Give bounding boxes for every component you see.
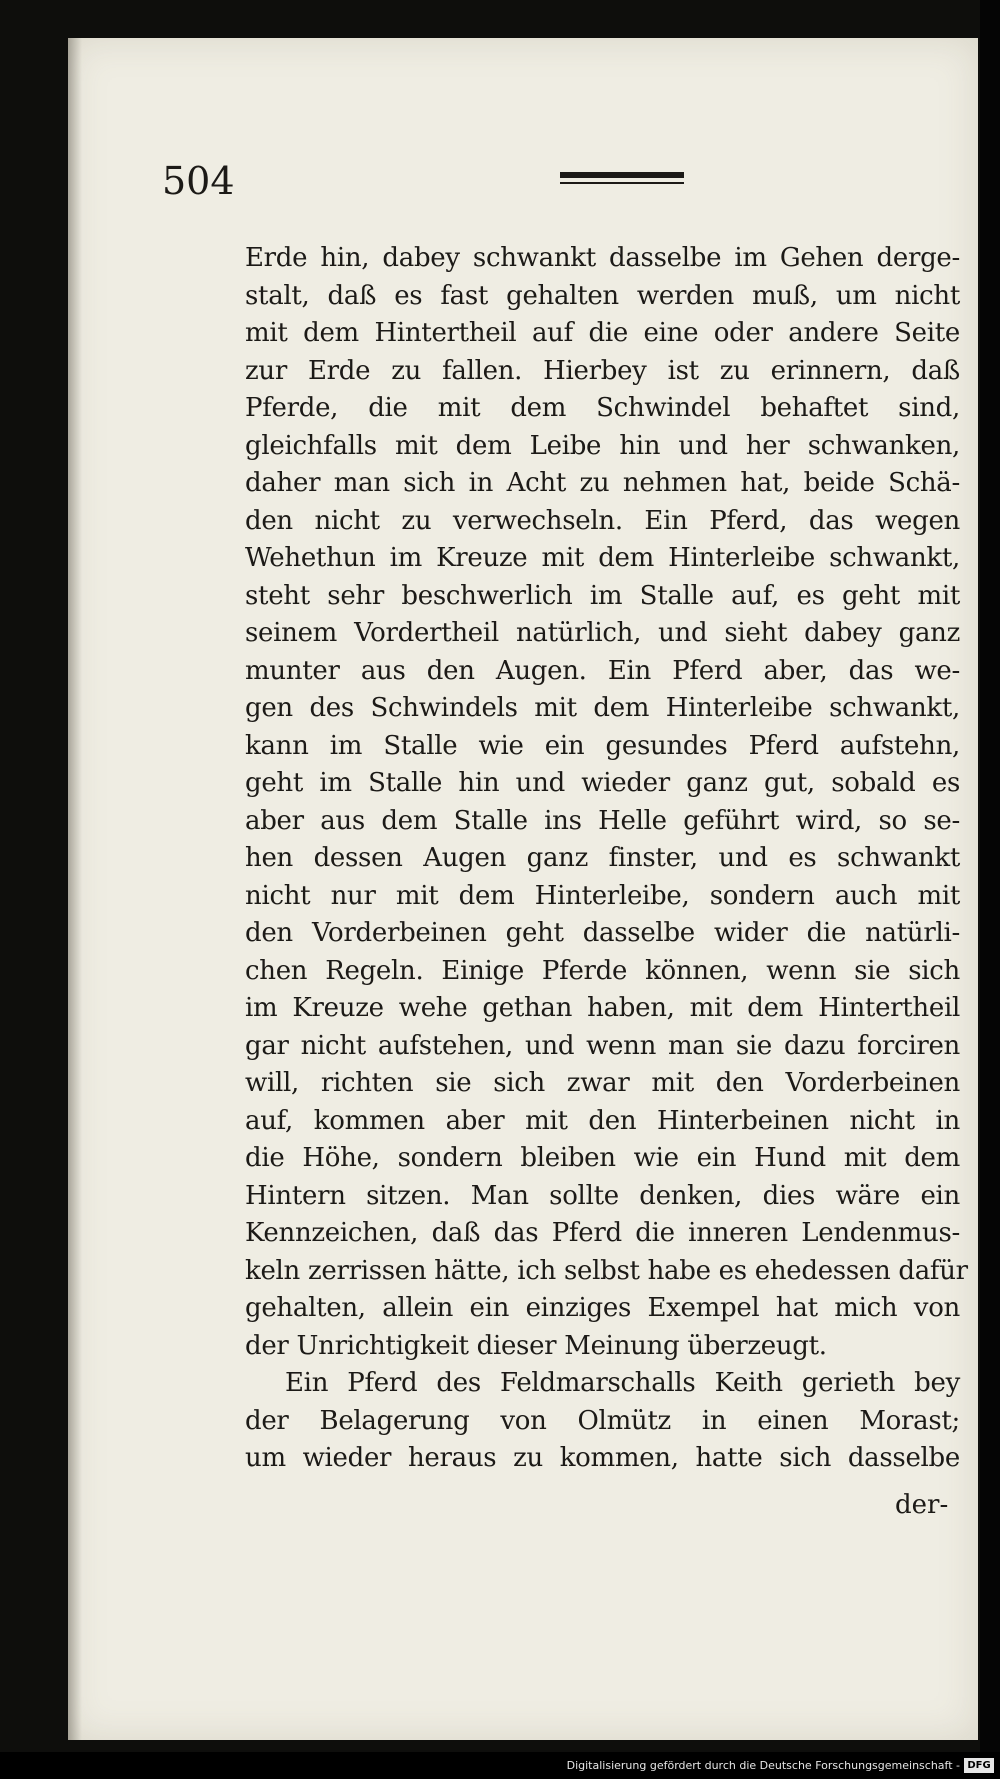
digitization-footer [0,1752,1000,1779]
text-line: geht im Stalle hin und wieder ganz gut, sobald es [245,768,960,798]
text-line: chen Regeln. Einige Pferde können, wenn sie sich [245,955,960,986]
text-line: steht sehr beschwerlich im Stalle auf, es geht mit [245,580,960,611]
text-line: gleichfalls mit dem Leibe hin und her schwanken, [245,430,960,461]
text-line: Ein Pferd des Feldmarschalls Keith gerieth bey [285,1368,960,1398]
text-line: im Kreuze wehe gethan haben, mit dem Hintertheil [245,993,960,1023]
text-line: daher man sich in Acht zu nehmen hat, beide Schä- [245,468,960,498]
text-line: zur Erde zu fallen. Hierbey ist zu erinnern, daß [245,355,960,386]
text-line: hen dessen Augen ganz finster, und es schwankt [245,843,960,873]
text-line: der Unrichtigkeit dieser Meinung überzeugt. [245,1330,827,1361]
text-line: den nicht zu verwechseln. Ein Pferd, das wegen [245,505,960,536]
text-line: keln zerrissen hätte, ich selbst habe es ehedessen dafür [245,1255,968,1286]
text-line: der Belagerung von Olmütz in einen Morast; [245,1405,960,1436]
text-line: gen des Schwindels mit dem Hinterleibe schwankt, [245,693,960,723]
catchword: der- [895,1490,949,1520]
footer-credit: Digitalisierung gefördert durch die Deutsche Forschungsgemeinschaft - [566,1759,960,1772]
body-text [245,240,968,1478]
text-line: Pferde, die mit dem Schwindel behaftet sind, [245,393,960,423]
text-line: Kennzeichen, daß das Pferd die inneren Lendenmus- [245,1218,960,1248]
text-line: Erde hin, dabey schwankt dasselbe im Gehen derge- [245,243,960,273]
text-line: Hintern sitzen. Man sollte denken, dies wäre ein [245,1180,960,1211]
text-line: stalt, daß es fast gehalten werden muß, um nicht [245,280,960,311]
text-line: mit dem Hintertheil auf die eine oder andere Seite [245,318,960,348]
text-line: auf, kommen aber mit den Hinterbeinen nicht in [245,1105,960,1136]
ornament-rule-thick [560,172,684,178]
ornament-rule-thin [560,182,684,184]
text-line: Wehethun im Kreuze mit dem Hinterleibe schwankt, [245,543,960,573]
text-line: nicht nur mit dem Hinterleibe, sondern auch mit [245,880,960,911]
header-ornament [560,172,684,188]
text-line: gar nicht aufstehen, und wenn man sie dazu forciren [245,1030,960,1061]
text-line: um wieder heraus zu kommen, hatte sich dasselbe [245,1443,960,1473]
scan-border [980,0,1000,1779]
text-line: die Höhe, sondern bleiben wie ein Hund mit dem [245,1143,960,1173]
dfg-logo-icon: DFG [964,1758,994,1773]
text-line: seinem Vordertheil natürlich, und sieht dabey ganz [245,618,960,648]
text-line: den Vorderbeinen geht dasselbe wider die natürli- [245,918,960,948]
text-line: munter aus den Augen. Ein Pferd aber, das we- [245,655,960,686]
page-number: 504 [162,159,235,203]
text-line: gehalten, allein ein einziges Exempel hat mich von [245,1293,960,1323]
text-line: aber aus dem Stalle ins Helle geführt wird, so se- [245,805,960,836]
text-line: kann im Stalle wie ein gesundes Pferd aufstehn, [245,730,960,761]
text-line: will, richten sie sich zwar mit den Vorderbeinen [245,1068,960,1098]
